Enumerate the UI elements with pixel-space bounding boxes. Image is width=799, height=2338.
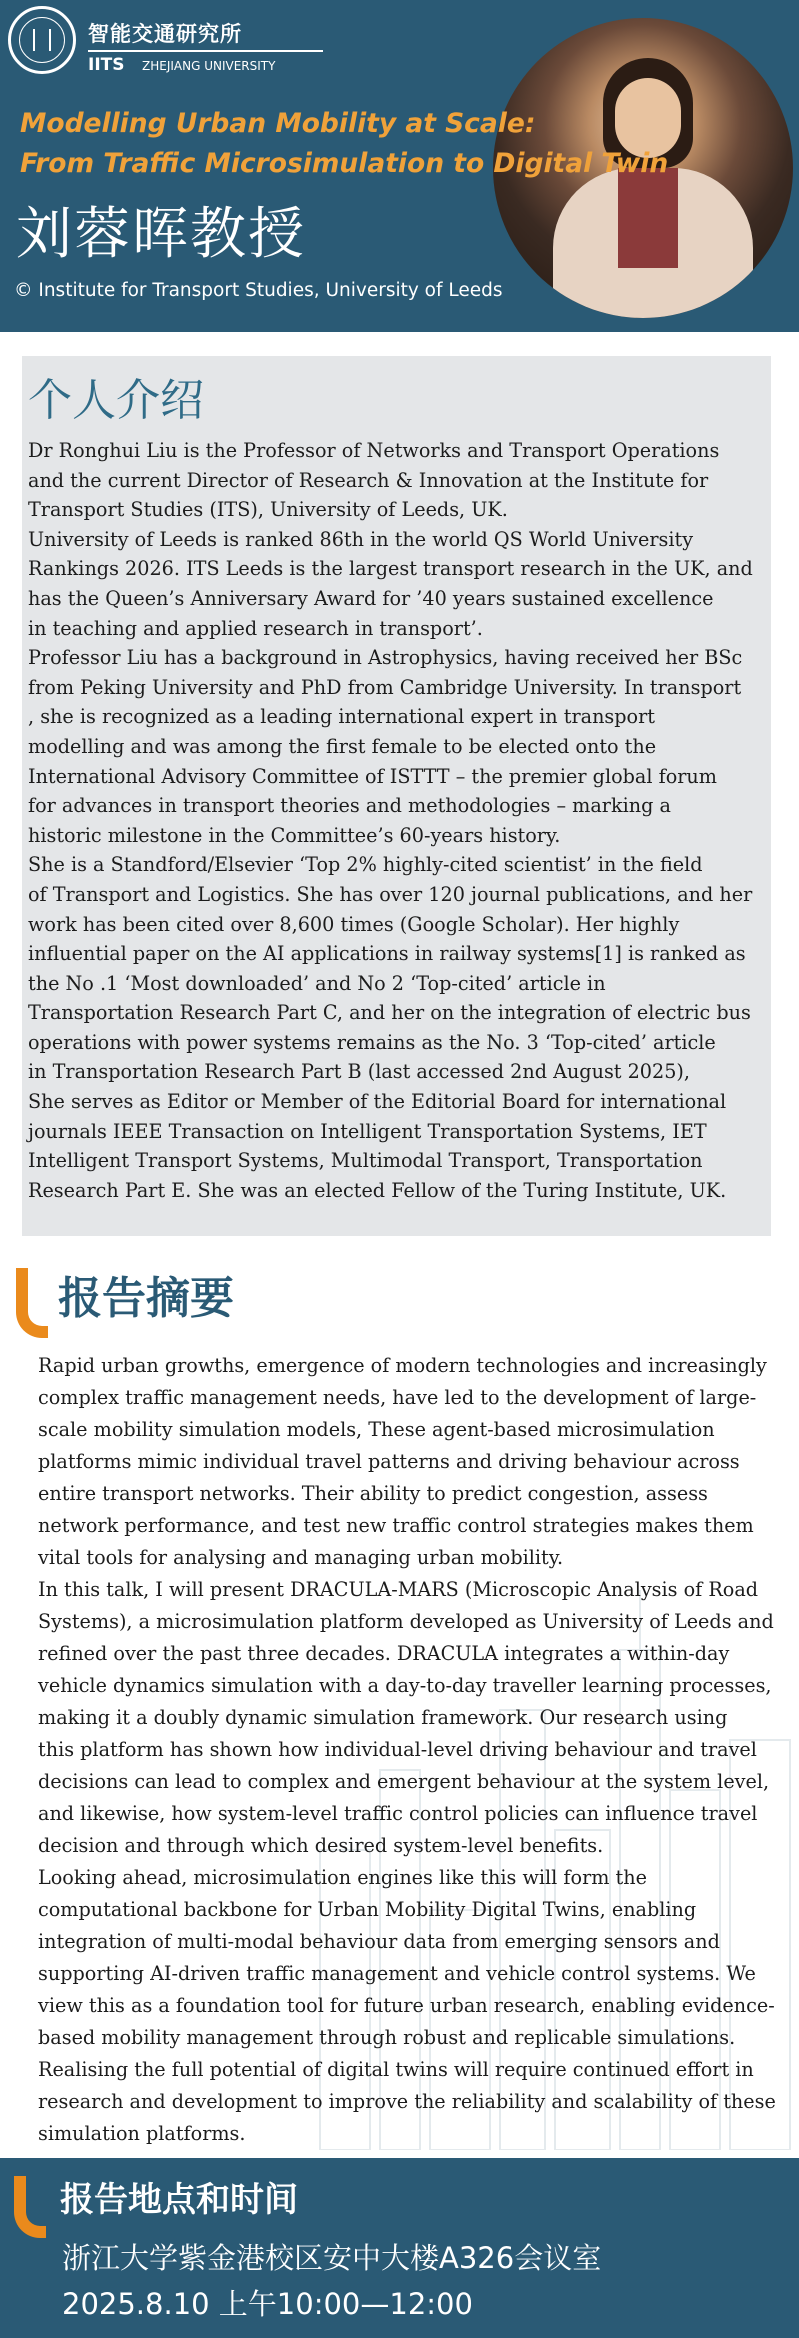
institute-name-cn: 智能交通研究所 — [88, 22, 242, 46]
university-name: ZHEJIANG UNIVERSITY — [142, 59, 276, 73]
abstract-text: Rapid urban growths, emergence of modern technologies and increasingly complex traffic management needs, have led to the development of large- scale mobility simulation models, These agent-based microsimulation platforms mimic individual travel patterns and driving behaviour across entire transport networks. Their ability to predict congestion, assess network performance, and test new traffic control strategies makes them vital tools for analysing and managing urban mobility. In this talk, I will present DRACULA-MARS (Microscopic Analysis of Road Systems), a microsimulation platform developed as University of Leeds and refined over the past three decades. DRACULA integrates a within-day vehicle dynamics simulation with a day-to-day traveller learning processes, making it a doubly dynamic simulation framework. Our research using this platform has shown how individual-level driving behaviour and travel decisions can lead to complex and emergent behaviour at the system level, and likewise, how system-level traffic control policies can influence travel decision and through which desired system-level benefits. Looking ahead, microsimulation engines like this will form the computational backbone for Urban Mobility Digital Twins, enabling integration of multi-modal behaviour data from emerging sensors and supporting AI-driven traffic management and vehicle control systems. We view this as a foundation tool for future urban research, enabling evidence- based mobility management through robust and replicable simulations. Realising the full potential of digital twins will require continued effort in research and development to improve the reliability and scalability of these simulation platforms. — [38, 1354, 776, 2145]
talk-title-line-2: From Traffic Microsimulation to Digital Twin — [20, 148, 669, 179]
talk-title — [20, 104, 760, 184]
header-banner — [0, 0, 799, 332]
talk-title-line-1: Modelling Urban Mobility at Scale: — [20, 108, 536, 139]
logo-divider — [88, 50, 323, 52]
bio-text: Dr Ronghui Liu is the Professor of Networks and Transport Operations and the current Director of Research & Innovation at the Institute for Transport Studies (ITS), University of Leeds, UK. University of Leeds is ranked 86th in the world QS World University Rankings 2026. ITS Leeds is the largest transport research in the UK, and has the Queen’s Anniversary Award for ’40 years sustained excellence in teaching and applied research in transport’. Professor Liu has a background in Astrophysics, having received her BSc from Peking University and PhD from Cambridge University. In transport , she is recognized as a leading international expert in transport modelling and was among the first female to be elected onto the International Advisory Committee of ISTTT – the premier global forum for advances in transport theories and methodologies – marking a historic milestone in the Committee’s 60-years history. She is a Standford/Elsevier ‘Top 2% highly-cited scientist’ in the field of Transport and Logistics. She has over 120 journal publications, and her work has been cited over 8,600 times (Google Scholar). Her highly influential paper on the AI applications in railway systems[1] is ranked as the No .1 ‘Most downloaded’ and No 2 ‘Top-cited’ article in Transportation Research Part C, and her on the integration of electric bus operations with power systems remains as the No. 3 ‘Top-cited’ article in Transportation Research Part B (last accessed 2nd August 2025), She serves as Editor or Member of the Editorial Board for international journals IEEE Transaction on Intelligent Transportation Systems, IET Intelligent Transport Systems, Multimodal Transport, Transportation Research Part E. She was an elected Fellow of the Turing Institute, UK. — [28, 439, 753, 1202]
venue-bracket-decoration — [14, 2176, 46, 2238]
abstract-bracket-decoration — [16, 1268, 48, 1338]
venue-location: 浙江大学紫金港校区安中大楼A326会议室 — [62, 2241, 602, 2275]
venue-heading: 报告地点和时间 — [60, 2180, 298, 2220]
abstract-heading: 报告摘要 — [58, 1273, 234, 1324]
speaker-name: 刘蓉晖教授 — [16, 202, 306, 267]
institute-abbrev: IITS — [88, 55, 125, 75]
speaker-affiliation: © Institute for Transport Studies, University of Leeds — [14, 280, 503, 301]
university-seal-logo — [8, 6, 76, 74]
venue-time: 2025.8.10 上午10:00—12:00 — [62, 2287, 473, 2321]
bio-heading: 个人介绍 — [28, 375, 204, 426]
